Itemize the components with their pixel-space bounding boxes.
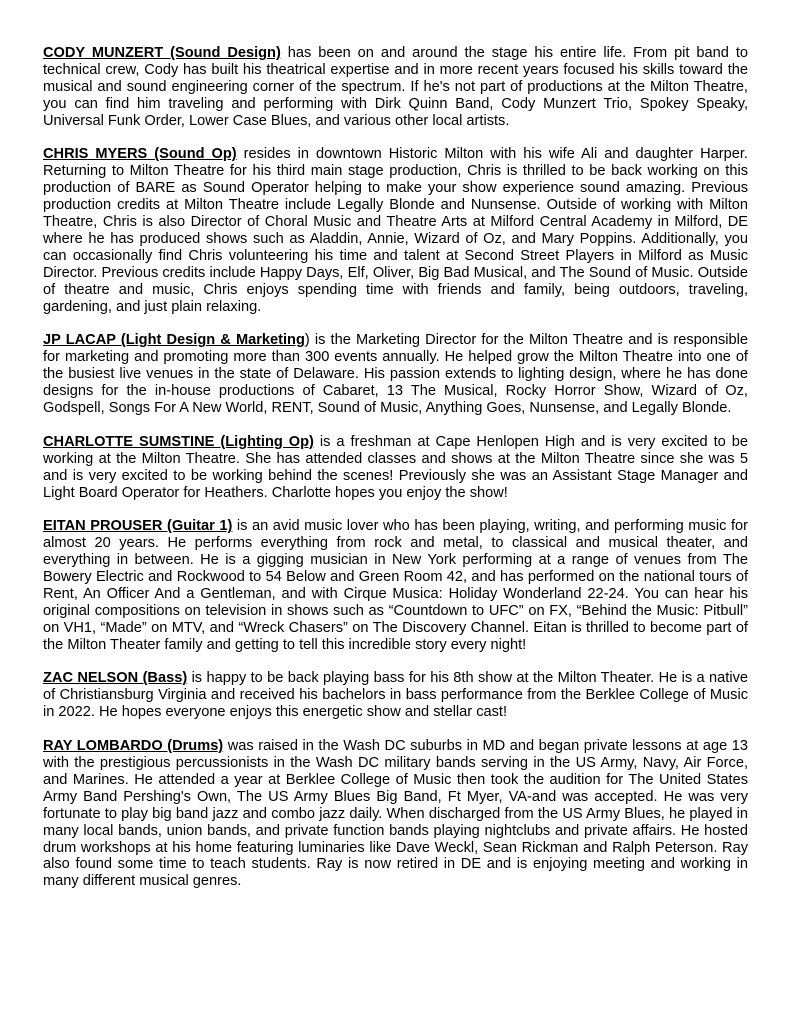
bio-text: was raised in the Wash DC suburbs in MD and began private lessons at age 13 with the prestigious percussionists in the Wash DC military bands serving in the US Army, Navy, Air Force, and Marines. He attended a year at Berklee College of Music then took the audition for The United States Army Band Pershing's Own, The US Army Blues Big Band, Ft Myer, VA-and was accepted. He was very fortunate to play big band jazz and combo jazz daily. When discharged from the US Army Blues, he played in many local bands, union bands, and private function bands playing nightclubs and private affairs. He hosted drum workshops at his home featuring luminaries like Dave Weckl, Sean Rickman and Ralph Peterson. Ray also found some time to teach students. Ray is now retired in DE and is enjoying meeting and working in many different musical genres. — [43, 738, 748, 890]
bio-charlotte-sumstine — [43, 434, 748, 502]
bio-name: EITAN PROUSER (Guitar 1) — [43, 518, 233, 535]
bio-name: CHRIS MYERS (Sound Op) — [43, 146, 237, 163]
bio-text: resides in downtown Historic Milton with his wife Ali and daughter Harper. Returning to Milton Theatre for his third main stage production, Chris is thrilled to be back working on this production of BARE as Sound Operator helping to make your show experience sound amazing. Previous production credits at Milton Theatre include Legally Blonde and Nunsense. Outside of working with Milton Theatre, Chris is also Director of Choral Music and Theatre Arts at Milford Central Academy in Milford, DE where he has produced shows such as Aladdin, Annie, Wizard of Oz, and Mary Poppins. Additionally, you can occasionally find Chris volunteering his time and talent at Second Street Players in Milford as Music Director. Previous credits include Happy Days, Elf, Oliver, Big Bad Musical, and The Sound of Music. Outside of theatre and music, Chris enjoys spending time with friends and family, being outdoors, traveling, gardening, and just plain relaxing. — [43, 146, 748, 315]
bio-text: is an avid music lover who has been playing, writing, and performing music for almost 20 years. He performs everything from rock and metal, to classical and musical theater, and everything in between. He is a gigging musician in New York performing at a range of venues from The Bowery Electric and Rockwood to 54 Below and Green Room 42, and has performed on the national tours of Rent, An Officer And a Gentleman, and with Cirque Musica: Holiday Wonderland 22-24. You can hear his original compositions on television in shows such as “Countdown to UFC” on FX, “Behind the Music: Pitbull” on VH1, “Made” on MTV, and “Wreck Chasers” on The Discovery Channel. Eitan is thrilled to become part of the Milton Theater family and getting to tell this incredible story every night! — [43, 518, 748, 653]
bio-jp-lacap — [43, 332, 748, 417]
bio-name: ZAC NELSON (Bass) — [43, 670, 188, 687]
bio-text: has been on and around the stage his entire life. From pit band to technical crew, Cody has built his theatrical expertise and in more recent years focused his skills toward the musical and sound engineering corner of the spectrum. If he's not part of productions at the Milton Theatre, you can find him traveling and performing with Dirk Quinn Band, Cody Munzert Trio, Spokey Speaky, Universal Funk Order, Lower Case Blues, and various other local artists. — [43, 45, 748, 129]
bio-text: is a freshman at Cape Henlopen High and is very excited to be working at the Milton Theatre. She has attended classes and shows at the Milton Theatre since she was 5 and is very excited to be working behind the scenes! Previously she was an Assistant Stage Manager and Light Board Operator for Heathers. Charlotte hopes you enjoy the show! — [43, 433, 748, 501]
bio-chris-myers — [43, 146, 748, 315]
bio-name: RAY LOMBARDO (Drums) — [43, 738, 224, 755]
bio-name: CHARLOTTE SUMSTINE (Lighting Op) — [43, 433, 314, 450]
bio-text: ) is the Marketing Director for the Milton Theatre and is responsible for marketing and promoting more than 300 events annually. He helped grow the Milton Theatre into one of the busiest live venues in the state of Delaware. His passion extends to lighting design, where he has done designs for the in-house productions of Cabaret, 13 The Musical, Rocky Horror Show, Wizard of Oz, Godspell, Songs For A New World, RENT, Sound of Music, Anything Goes, Nunsense, and Legally Blonde. — [43, 332, 748, 416]
bio-text: is happy to be back playing bass for his 8th show at the Milton Theater. He is a native of Christiansburg Virginia and received his bachelors in bass performance from the Berklee College of Music in 2022. He hopes everyone enjoys this energetic show and stellar cast! — [43, 670, 748, 721]
bio-ray-lombardo — [43, 738, 748, 890]
bio-cody-munzert — [43, 45, 748, 130]
bio-name: CODY MUNZERT (Sound Design) — [43, 45, 281, 61]
bio-eitan-prouser — [43, 518, 748, 653]
bio-name: JP LACAP (Light Design & Marketing — [43, 332, 305, 349]
bio-zac-nelson — [43, 670, 748, 721]
